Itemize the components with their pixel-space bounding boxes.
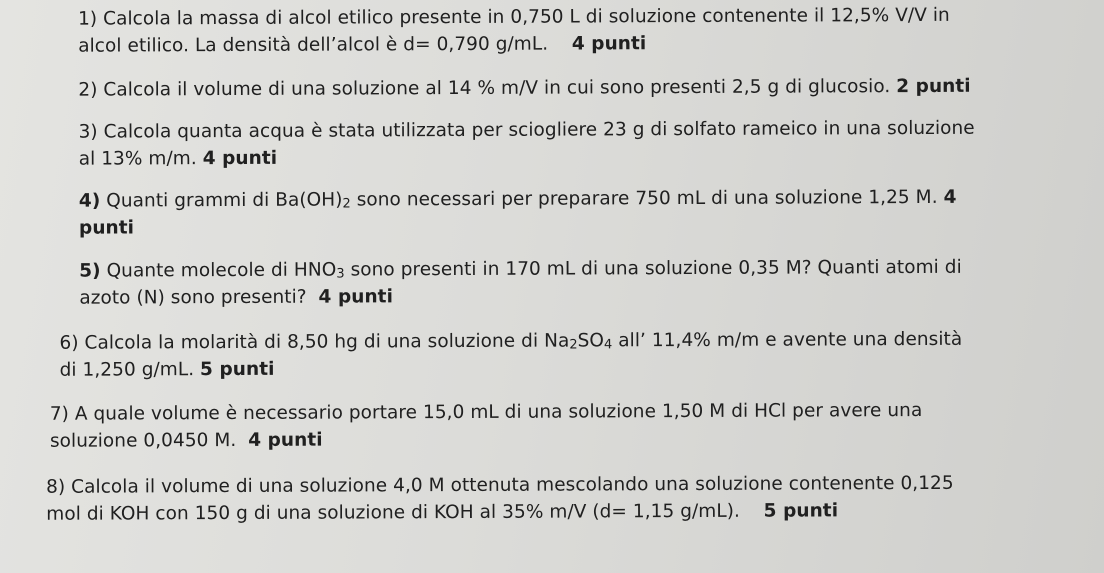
problem-1 <box>78 1 1088 59</box>
problem-text-line <box>79 210 1089 241</box>
problem-4 <box>79 183 1089 241</box>
problem-2 <box>78 72 1088 103</box>
problem-text-line <box>46 496 1101 528</box>
problem-text-line <box>79 253 1089 284</box>
subscript: 4 <box>604 337 613 353</box>
problem-7 <box>50 396 1100 455</box>
points-label: 4 punti <box>248 429 323 451</box>
problem-text-line <box>78 72 1088 103</box>
points-label: 4 <box>943 186 957 208</box>
problem-text: sono presenti in 170 mL di una soluzione 0,35 M? Quanti atomi di <box>344 256 962 281</box>
problem-text: all’ 11,4% m/m e avente una densità <box>612 328 963 352</box>
problem-text-line <box>59 325 1089 356</box>
points-label: 2 punti <box>896 75 971 98</box>
problem-text: Quanti grammi di Ba(OH) <box>100 189 343 212</box>
problem-5 <box>79 253 1089 311</box>
problem-text: Quante molecole di HNO <box>100 259 337 282</box>
points-label: 5 punti <box>763 500 839 522</box>
problem-text: 6) Calcola la molarità di 8,50 hg di una soluzione di Na <box>59 330 570 354</box>
problem-text: di 1,250 g/mL. <box>59 359 201 381</box>
problem-number: 4) <box>78 190 101 212</box>
points-label: 4 punti <box>202 147 278 170</box>
problem-text: mol di KOH con 150 g di una soluzione di KOH al 35% m/V (d= 1,15 g/mL). <box>46 500 764 525</box>
problem-text: azoto (N) sono presenti? <box>79 286 319 309</box>
subscript: 2 <box>569 337 578 353</box>
subscript: 3 <box>336 266 345 282</box>
problem-text-line <box>79 183 1089 214</box>
problem-text-line <box>79 280 1089 311</box>
problem-text-line <box>46 469 1101 501</box>
problem-text: alcol etilico. La densità dell’alcol è d= 0,790 g/mL. <box>78 33 572 57</box>
problem-number: 5) <box>79 260 101 282</box>
problem-8 <box>46 469 1101 528</box>
problem-text: 1) Calcola la massa di alcol etilico presente in 0,750 L di soluzione contenente il 12,5% V/V in <box>78 4 950 30</box>
problem-text: SO <box>577 330 605 352</box>
problem-text-line <box>79 141 1089 172</box>
problem-text: sono necessari per preparare 750 mL di una soluzione 1,25 M. <box>350 186 944 211</box>
points-label: 4 punti <box>318 286 393 308</box>
points-label: 4 punti <box>571 33 647 55</box>
problem-text: 8) Calcola il volume di una soluzione 4,0 M ottenuta mescolando una soluzione contenente 0,125 <box>46 472 954 498</box>
problem-text: 2) Calcola il volume di una soluzione al 14 % m/V in cui sono presenti 2,5 g di glucosio. <box>78 76 897 101</box>
problem-text-line <box>78 28 1088 59</box>
problem-text: al 13% m/m. <box>78 148 203 170</box>
problem-text: soluzione 0,0450 M. <box>49 429 249 452</box>
problem-text-line <box>79 114 1089 145</box>
problem-text-line <box>78 1 1088 32</box>
problem-text-line <box>50 423 1100 455</box>
subscript: 2 <box>342 196 351 212</box>
problem-6 <box>59 325 1089 383</box>
problem-text: 3) Calcola quanta acqua è stata utilizzata per sciogliere 23 g di solfato rameico in una soluzione <box>78 117 975 143</box>
problem-text-line <box>60 352 1090 383</box>
problem-3 <box>79 114 1089 172</box>
points-label: punti <box>78 217 135 239</box>
points-label: 5 punti <box>199 358 275 381</box>
problem-text: 7) A quale volume è necessario portare 15,0 mL di una soluzione 1,50 M di HCl per avere una <box>49 399 923 425</box>
